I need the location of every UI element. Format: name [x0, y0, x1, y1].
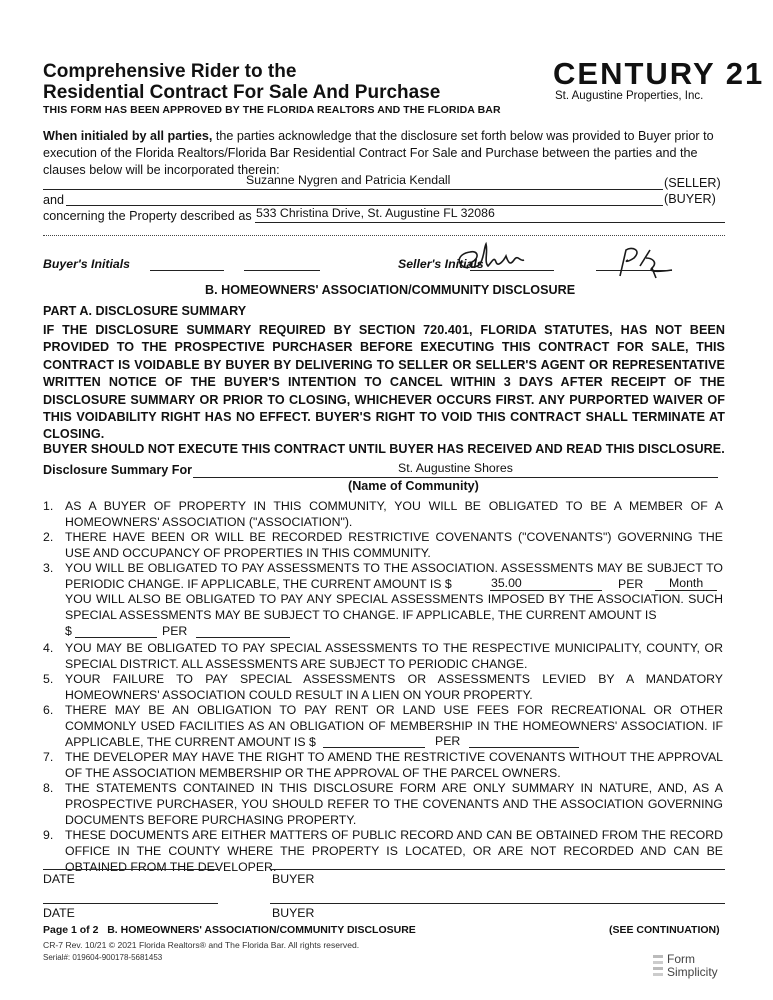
- buyer-signature-line-1[interactable]: [270, 869, 725, 870]
- logo-text-form: Form: [667, 952, 695, 966]
- rent-amount-field[interactable]: [323, 747, 425, 748]
- intro-text: the parties acknowledge that the disclosure set forth below was provided to Buyer prior to execution of the Florida Realtors/Florida Bar Residential Contract For Sale and Purchase between the parties and the clauses below will be incorporated therein:: [43, 129, 714, 177]
- special-dollar-sign: $: [65, 624, 72, 638]
- part-a-heading: PART A. DISCLOSURE SUMMARY: [43, 304, 247, 318]
- seller-label: (SELLER): [664, 176, 721, 190]
- list-item: 3. YOU WILL BE OBLIGATED TO PAY ASSESSMENTS TO THE ASSOCIATION. ASSESSMENTS MAY BE SUBJECT TO PERIODIC CHANGE. IF APPLICABLE, THE CURRENT AMOUNT IS $ 35.00 PER Month YOU WILL ALSO BE OBLIGATED TO PAY ANY SPECIAL ASSESSMENTS IMPOSED BY THE ASSOCIATION. SUCH SPECIAL ASSESSMENTS MAY BE SUBJECT TO CHANGE. IF APPLICABLE, THE CURRENT AMOUNT IS $ PER: [43, 561, 723, 638]
- buyer-label: (BUYER): [664, 192, 716, 206]
- buyer-initials-field-2[interactable]: [244, 270, 320, 271]
- seller-initials-label: Seller's Initials: [398, 257, 484, 271]
- community-caption: (Name of Community): [348, 479, 479, 493]
- special-period-field[interactable]: [196, 637, 290, 638]
- voidability-warning: IF THE DISCLOSURE SUMMARY REQUIRED BY SECTION 720.401, FLORIDA STATUTES, HAS NOT BEEN PROVIDED TO THE PROSPECTIVE PURCHASER BEFORE EXECUTING THIS CONTRACT FOR SALE, THIS CONTRACT IS VOIDABLE BY BUYER BY DELIVERING TO SELLER OR SELLER'S AGENT OR REPRESENTATIVE WRITTEN NOTICE OF THE BUYER'S INTENTION TO CANCEL WITHIN 3 DAYS AFTER RECEIPT OF THE DISCLOSURE SUMMARY OR PRIOR TO CLOSING, WHICHEVER OCCURS FIRST. ANY PURPORTED WAIVER OF THIS VOIDABILITY RIGHT HAS NO EFFECT. BUYER'S RIGHT TO VOID THIS CONTRACT SHALL TERMINATE AT CLOSING.: [43, 323, 725, 442]
- page-number: Page 1 of 2 B. HOMEOWNERS' ASSOCIATION/COMMUNITY DISCLOSURE: [43, 924, 416, 936]
- form-title-line2: Residential Contract For Sale And Purchase: [43, 82, 441, 103]
- community-line: [193, 477, 718, 478]
- seller-initials-signature-1: [448, 240, 558, 278]
- serial-number: Serial#: 019604-900178-5681453: [43, 953, 163, 962]
- buyer-initials-label: Buyer's Initials: [43, 257, 130, 271]
- assessment-per-label: PER: [618, 577, 644, 591]
- buyer-label-2: BUYER: [272, 906, 315, 920]
- brand-logo: CENTURY 21: [553, 56, 765, 91]
- item3-text-a: YOU WILL BE OBLIGATED TO PAY ASSESSMENTS TO THE ASSOCIATION. ASSESSMENTS MAY BE SUBJECT TO PERIODIC CHANGE. IF APPLICABLE, THE CURRENT AMOUNT IS $: [65, 561, 723, 591]
- date-label-1: DATE: [43, 872, 75, 886]
- revision-notice: CR-7 Rev. 10/21 © 2021 Florida Realtors® and The Florida Bar. All rights reserved.: [43, 940, 360, 950]
- and-label: and: [43, 193, 65, 207]
- assessment-period[interactable]: Month: [669, 576, 704, 590]
- seller-name[interactable]: Suzanne Nygren and Patricia Kendall: [246, 173, 451, 187]
- item3-text-b: YOU WILL ALSO BE OBLIGATED TO PAY ANY SPECIAL ASSESSMENTS IMPOSED BY THE ASSOCIATION. SUCH SPECIAL ASSESSMENTS MAY BE SUBJECT TO CHANGE. IF APPLICABLE, THE CURRENT AMOUNT IS: [65, 592, 723, 622]
- page-section: B. HOMEOWNERS' ASSOCIATION/COMMUNITY DISCLOSURE: [107, 924, 416, 936]
- formsimplicity-icon: [651, 952, 667, 980]
- seller-line: [43, 189, 663, 190]
- community-name[interactable]: St. Augustine Shores: [398, 461, 513, 475]
- special-per-label: PER: [162, 624, 188, 638]
- separator-line: [43, 235, 725, 236]
- logo-text-simplicity: Simplicity: [667, 965, 718, 979]
- date-label-2: DATE: [43, 906, 75, 920]
- see-continuation: (SEE CONTINUATION): [609, 924, 720, 936]
- list-item: 6. THERE MAY BE AN OBLIGATION TO PAY RENT OR LAND USE FEES FOR RECREATIONAL OR OTHER COMMONLY USED FACILITIES AS AN OBLIGATION OF MEMBERSHIP IN THE HOMEOWNERS' ASSOCIATION. IF APPLICABLE, THE CURRENT AMOUNT IS $ PER: [43, 703, 723, 749]
- buyer-initials-field-1[interactable]: [150, 270, 224, 271]
- property-address[interactable]: 533 Christina Drive, St. Augustine FL 32086: [256, 206, 495, 220]
- approval-notice: THIS FORM HAS BEEN APPROVED BY THE FLORIDA REALTORS AND THE FLORIDA BAR: [43, 104, 501, 116]
- intro-lead: When initialed by all parties,: [43, 129, 213, 143]
- do-not-execute-notice: BUYER SHOULD NOT EXECUTE THIS CONTRACT UNTIL BUYER HAS RECEIVED AND READ THIS DISCLOSURE.: [43, 442, 725, 456]
- buyer-signature-line-2[interactable]: [270, 903, 725, 904]
- seller-initials-signature-2: [612, 242, 692, 282]
- intro-paragraph: [43, 128, 725, 179]
- special-amount-field[interactable]: [75, 637, 157, 638]
- rent-per-label: PER: [435, 734, 461, 748]
- assessment-amount[interactable]: 35.00: [491, 576, 522, 590]
- brand-subtitle: St. Augustine Properties, Inc.: [555, 90, 704, 102]
- rent-period-field[interactable]: [469, 747, 579, 748]
- property-label: concerning the Property described as: [43, 209, 252, 223]
- property-line: [255, 222, 725, 223]
- item6-text: THERE MAY BE AN OBLIGATION TO PAY RENT OR LAND USE FEES FOR RECREATIONAL OR OTHER COMMONLY USED FACILITIES AS AN OBLIGATION OF MEMBERSHIP IN THE HOMEOWNERS' ASSOCIATION. IF APPLICABLE, THE CURRENT AMOUNT IS $: [65, 703, 723, 749]
- form-title-line1: Comprehensive Rider to the: [43, 61, 297, 82]
- date-line-1[interactable]: [43, 869, 218, 870]
- summary-for-label: Disclosure Summary For: [43, 463, 193, 477]
- date-line-2[interactable]: [43, 903, 218, 904]
- buyer-label-1: BUYER: [272, 872, 315, 886]
- section-heading: B. HOMEOWNERS' ASSOCIATION/COMMUNITY DISCLOSURE: [205, 283, 576, 297]
